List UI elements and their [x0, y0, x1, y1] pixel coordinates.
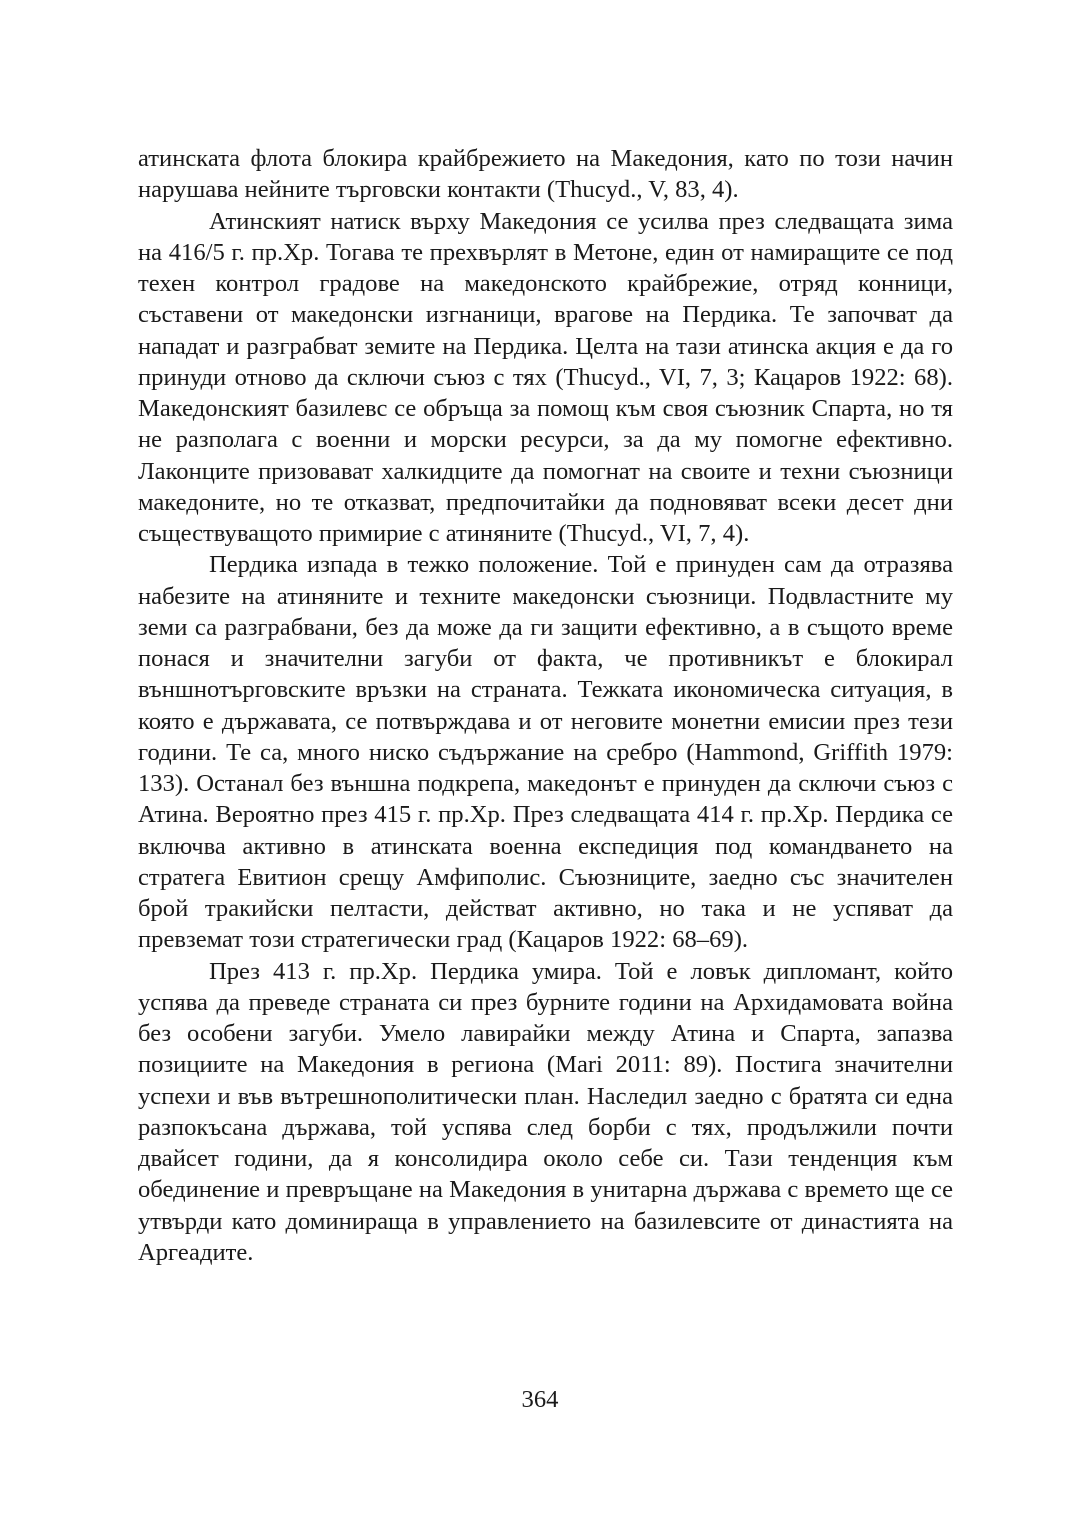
- body-text: [138, 143, 953, 1268]
- paragraph-continued: атинската флота блокира крайбрежието на Македония, като по този начин нарушава нейните търговски контакти (Thucyd., V, 83, 4).: [138, 145, 953, 204]
- paragraph: Пердика изпада в тежко положение. Той е принуден сам да отразява набезите на атиняните и техните македонски съюзници. Подвластните му земи са разграбвани, без да може да ги защити ефективно, а в същото време понася и значителни загуби от факта, че противникът е блокирал външнотърговските връзки на страната. Тежката икономическа ситуация, в която е държавата, се потвърждава и от неговите монетни емисии през тези години. Те са, много ниско съдържание на сребро (Hammond, Griffith 1979: 133). Останал без външна подкрепа, македонът е принуден да сключи съюз с Атина. Вероятно през 415 г. пр.Хр. През следващата 414 г. пр.Хр. Пердика се включва активно в атинската военна експедиция под командването на стратега Евитион срещу Амфиполис. Съюзниците, заедно със значителен брой тракийски пелтасти, действат активно, но така и не успяват да превземат този стратегически град (Кацаров 1922: 68–69).: [138, 551, 953, 954]
- paragraph: През 413 г. пр.Хр. Пердика умира. Той е ловък дипломант, който успява да преведе страната си през бурните години на Архидамовата война без особени загуби. Умело лавирайки между Атина и Спарта, запазва позициите на Македония в региона (Mari 2011: 89). Постига значителни успехи и във вътрешнополитически план. Наследил заедно с братята си една разпокъсана държава, той успява след борби с тях, продължили почти двайсет години, да я консолидира около себе си. Тази тенденция към обединение и превръщане на Македония в унитарна държава с времето ще се утвърди като доминираща в управлението на базилевсите от династията на Аргеадите.: [138, 957, 953, 1266]
- paragraph: Атинският натиск върху Македония се усилва през следващата зима на 416/5 г. пр.Хр. Тогава те прехвърлят в Метоне, един от намиращите се под техен контрол градове на македонското крайбрежие, отряд конници, съставени от македонски изгнаници, врагове на Пердика. Те започват да нападат и разграбват земите на Пердика. Целта на тази атинска акция е да го принуди отново да сключи съюз с тях (Thucyd., VI, 7, 3; Кацаров 1922: 68). Македонският базилевс се обръща за помощ към своя съюзник Спарта, но тя не разполага с военни и морски ресурси, за да му помогне ефективно. Лаконците призовават халкидците да помогнат на своите и техни съюзници македоните, но те отказват, предпочитайки да подновяват всеки десет дни съществуващото примирие с атиняните (Thucyd., VI, 7, 4).: [138, 207, 953, 547]
- page-number: 364: [521, 1386, 559, 1413]
